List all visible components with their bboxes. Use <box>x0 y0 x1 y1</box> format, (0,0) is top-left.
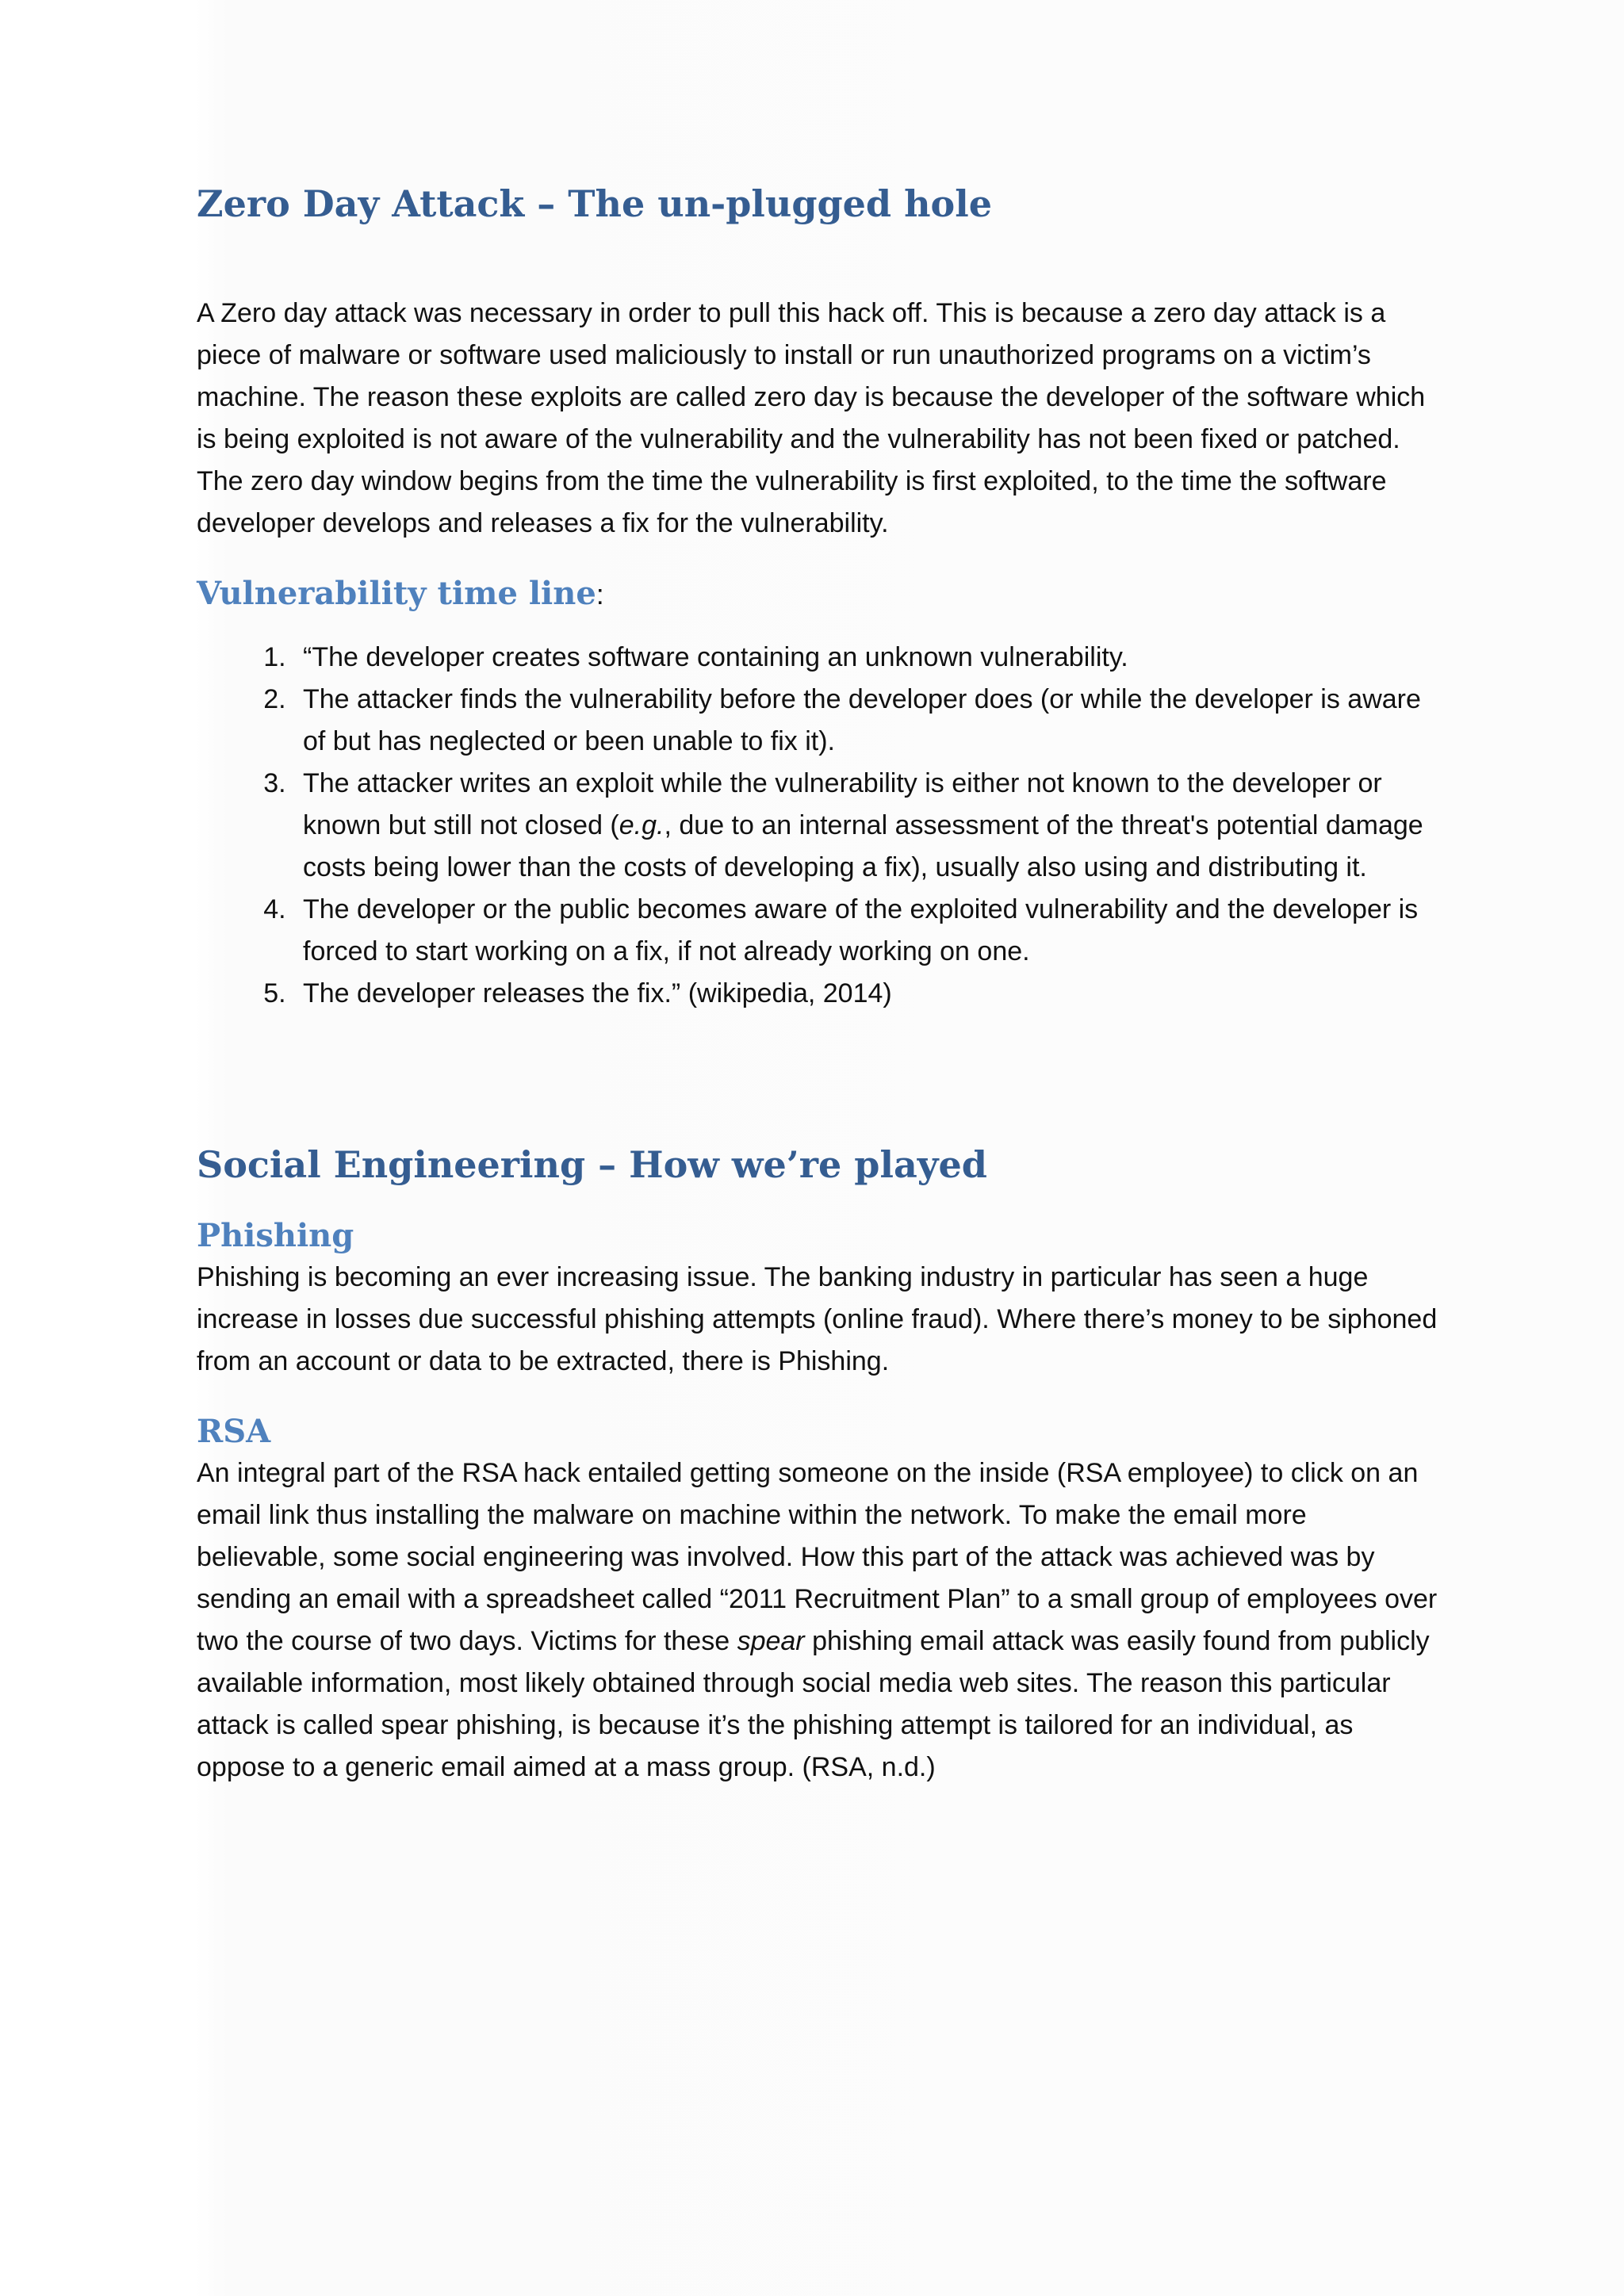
rsa-text-before: An integral part of the RSA hack entailed getting someone on the inside (RSA employee) to click on an email link thus installing the malware on machine within the network. To make the email more believable, some social engineering was involved. How this part of the attack was achieved was by sending an email with a spreadsheet called “2011 Recruitment Plan” to a small group of employees over two the course of two days. Victims for these <box>197 1458 1438 1657</box>
list-item-text-after: , due to an internal assessment of the threat's potential damage costs being lower than the costs of developing a fix), usually also using and distributing it. <box>303 810 1423 883</box>
heading-vulnerability-text: Vulnerability time line <box>197 575 596 613</box>
paragraph-phishing: Phishing is becoming an ever increasing issue. The banking industry in particular has seen a huge increase in losses due successful phishing attempts (online fraud). Where there’s money to be siphoned from an account or data to be extracted, there is Phishing. <box>197 1262 1438 1377</box>
list-item: 5. The developer releases the fix.” (wikipedia, 2014) <box>293 973 1442 1015</box>
paragraph-rsa <box>197 1452 1442 1789</box>
heading-social-engineering: Social Engineering – How we’re played <box>197 1143 987 1187</box>
list-item: 2. The attacker finds the vulnerability before the developer does (or while the developer is aware of but has neglected or been unable to fix it). <box>293 679 1442 763</box>
heading-phishing: Phishing <box>197 1217 354 1255</box>
heading-vulnerability-time-line <box>197 575 1442 613</box>
list-item-text-before: The attacker writes an exploit while the vulnerability is either not known to the developer or known but still not closed ( <box>303 768 1382 841</box>
list-item <box>293 763 1442 889</box>
heading-zero-day-attack: Zero Day Attack – The un-plugged hole <box>197 182 992 225</box>
rsa-italic-spear: spear <box>737 1626 805 1657</box>
vulnerability-list <box>197 637 1442 1015</box>
list-item-italic-eg: e.g. <box>619 810 665 841</box>
heading-rsa: RSA <box>197 1413 271 1451</box>
list-item: 4. The developer or the public becomes aware of the exploited vulnerability and the developer is forced to start working on a fix, if not already working on one. <box>293 889 1442 973</box>
rsa-text-after: phishing email attack was easily found from publicly available information, most likely obtained through social media web sites. The reason this particular attack is called spear phishing, is because it’s the phishing attempt is tailored for an individual, as oppose to a generic email aimed at a mass group. (RSA, n.d.) <box>197 1626 1430 1783</box>
paragraph-zero-day: A Zero day attack was necessary in order to pull this hack off. This is because a zero day attack is a piece of malware or software used maliciously to install or run unauthorized programs on a victim’s machine. The reason these exploits are called zero day is because the developer of the software which is being exploited is not aware of the vulnerability and the vulnerability has not been fixed or patched. The zero day window begins from the time the vulnerability is first exploited, to the time the software developer develops and releases a fix for the vulnerability. <box>197 298 1426 539</box>
document-content <box>197 182 1442 1789</box>
heading-vulnerability-colon: : <box>596 578 604 611</box>
list-item: 1. “The developer creates software containing an unknown vulnerability. <box>293 637 1442 679</box>
